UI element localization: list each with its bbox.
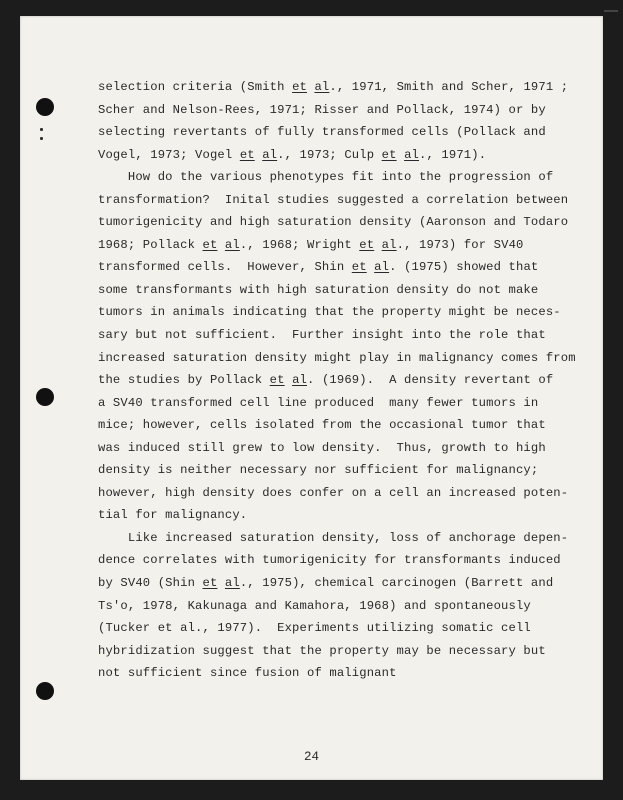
text-line: sary but not sufficient. Further insight into the role that [98,328,546,343]
document-page [20,16,603,780]
underlined-term: al [224,576,240,591]
text-line: hybridization suggest that the property may be necessary but [98,643,546,658]
underlined-term: al [292,373,308,388]
scan-edge-mark [604,10,618,12]
page-number: 24 [303,750,319,764]
text-line: transformation? Inital studies suggested a correlation between [98,192,569,207]
text-line: not sufficient since fusion of malignant [98,666,397,681]
punch-hole-top [36,98,54,116]
text-line: a SV40 transformed cell line produced many fewer tumors in [98,395,539,410]
text-line: the studies by Pollack et al. (1969). A density revertant of [98,373,554,388]
punch-hole-bottom [36,682,54,700]
text-line: 1968; Pollack et al., 1968; Wright et al., 1973) for SV40 [98,237,524,252]
text-line: Scher and Nelson-Rees, 1971; Risser and Pollack, 1974) or by [98,102,546,117]
text-line: increased saturation density might play in malignancy comes from [98,350,576,365]
text-line: tial for malignancy. [98,508,248,523]
underlined-term: et [359,237,375,252]
text-line: Ts'o, 1978, Kakunaga and Kamahora, 1968) and spontaneously [98,598,531,613]
text-line: transformed cells. However, Shin et al. (1975) showed that [98,260,539,275]
text-line: Vogel, 1973; Vogel et al., 1973; Culp et al., 1971). [98,147,487,162]
text-line: was induced still grew to low density. Thus, growth to high [98,440,546,455]
underlined-term: al [224,237,240,252]
text-line: mice; however, cells isolated from the occasional tumor that [98,418,546,433]
body-text [98,76,576,685]
text-line: however, high density does confer on a cell an increased poten- [98,485,569,500]
underlined-term: et [381,147,397,162]
text-line: tumorigenicity and high saturation density (Aaronson and Todaro [98,215,569,230]
text-line: Like increased saturation density, loss of anchorage depen- [98,530,569,545]
underlined-term: et [292,80,307,94]
underlined-term: al [374,260,390,275]
text-line: selection criteria (Smith et al., 1971, Smith and Scher, 1971 ; [98,80,569,94]
underlined-term: et [202,237,218,252]
text-line: (Tucker et al., 1977). Experiments utilizing somatic cell [98,621,531,636]
punch-hole-middle [36,388,54,406]
underlined-term: al [404,147,419,162]
text-line: density is neither necessary nor sufficient for malignancy; [98,463,539,478]
text-line: How do the various phenotypes fit into the progression of [98,170,554,185]
text-line: some transformants with high saturation density do not make [98,282,539,297]
text-line: selecting revertants of fully transformed cells (Pollack and [98,125,546,140]
underlined-term: et [351,260,367,275]
text-line: dence correlates with tumorigenicity for transformants induced [98,553,561,568]
text-line: tumors in animals indicating that the property might be neces- [98,305,561,320]
underlined-term: et [239,147,255,162]
scan-speck [40,128,43,131]
text-line: by SV40 (Shin et al., 1975), chemical carcinogen (Barrett and [98,576,554,591]
underlined-term: et [269,373,285,388]
scan-speck [40,137,43,140]
underlined-term: et [202,576,218,591]
underlined-term: al [262,147,278,162]
underlined-term: al [314,80,330,94]
underlined-term: al [381,237,397,252]
